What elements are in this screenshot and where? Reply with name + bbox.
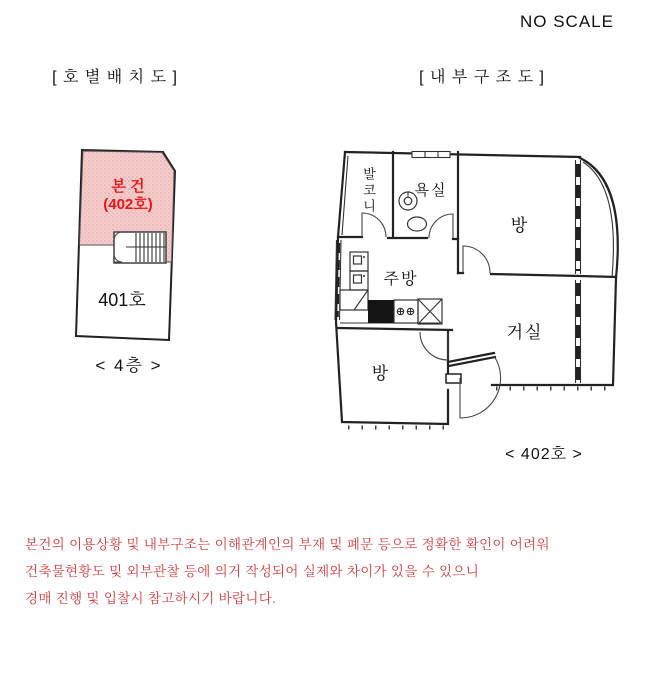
- wall-room-top-bottom: [458, 273, 616, 277]
- internal-structure-title: [ 내 부 구 조 도 ]: [419, 69, 545, 86]
- room-label-room-bottom: 방: [371, 364, 389, 383]
- disclaimer-line-1: 본건의 이용상황 및 내부구조는 이해관계인의 부재 및 폐문 등으로 정확한 확인이 어려워: [25, 537, 550, 552]
- door-room-top: [463, 246, 490, 273]
- wall-bottom-room-top: [338, 328, 452, 330]
- balcony-rail-curve: [583, 162, 613, 277]
- disclaimer-line-3: 경매 진행 및 입찰시 참고하시기 바랍니다.: [25, 591, 277, 606]
- no-scale-note: NO SCALE: [520, 12, 614, 31]
- sink-icon: [394, 300, 418, 323]
- wall-right-curve: [492, 158, 618, 385]
- disclaimer-line-2: 건축물현황도 및 외부관찰 등에 의거 작성되어 실제와 차이가 있을 수 있으니: [25, 564, 480, 579]
- toilet-icon: [408, 217, 427, 231]
- washbasin-icon: [399, 192, 417, 210]
- window-room-top-right: [576, 160, 581, 274]
- door-room-bottom: [420, 332, 448, 360]
- unit-401-label: 401호: [98, 290, 146, 310]
- window-living-right: [576, 280, 581, 383]
- stove-icon: [368, 300, 394, 323]
- internal-structure-plan: [330, 130, 630, 440]
- unit-layout-title: [ 호 별 배 치 도 ]: [52, 69, 178, 86]
- fridge-icon: [418, 299, 442, 324]
- room-label-balcony: 발코니: [361, 167, 376, 215]
- door-bathroom: [429, 214, 453, 238]
- subject-unit-label-line2: (402호): [103, 196, 153, 213]
- wall-top: [345, 152, 580, 157]
- door-balcony: [362, 213, 386, 237]
- wall-vestibule-angled: [448, 353, 495, 366]
- floor-caption: < 4층 >: [95, 356, 163, 375]
- unit-caption: < 402호 >: [505, 446, 583, 463]
- door-frame-stub: [446, 374, 461, 383]
- subject-unit-label-line1: 본 건: [111, 178, 145, 195]
- window-bathroom-top: [412, 152, 450, 158]
- room-label-bathroom: 욕실: [414, 182, 448, 199]
- room-label-kitchen: 주방: [383, 271, 419, 288]
- door-entrance: [460, 356, 501, 418]
- room-label-living: 거실: [506, 323, 544, 342]
- unit-layout-plan: [50, 130, 220, 355]
- wall-balcony-bath-bottom: [338, 237, 458, 239]
- room-label-room-top: 방: [510, 216, 528, 235]
